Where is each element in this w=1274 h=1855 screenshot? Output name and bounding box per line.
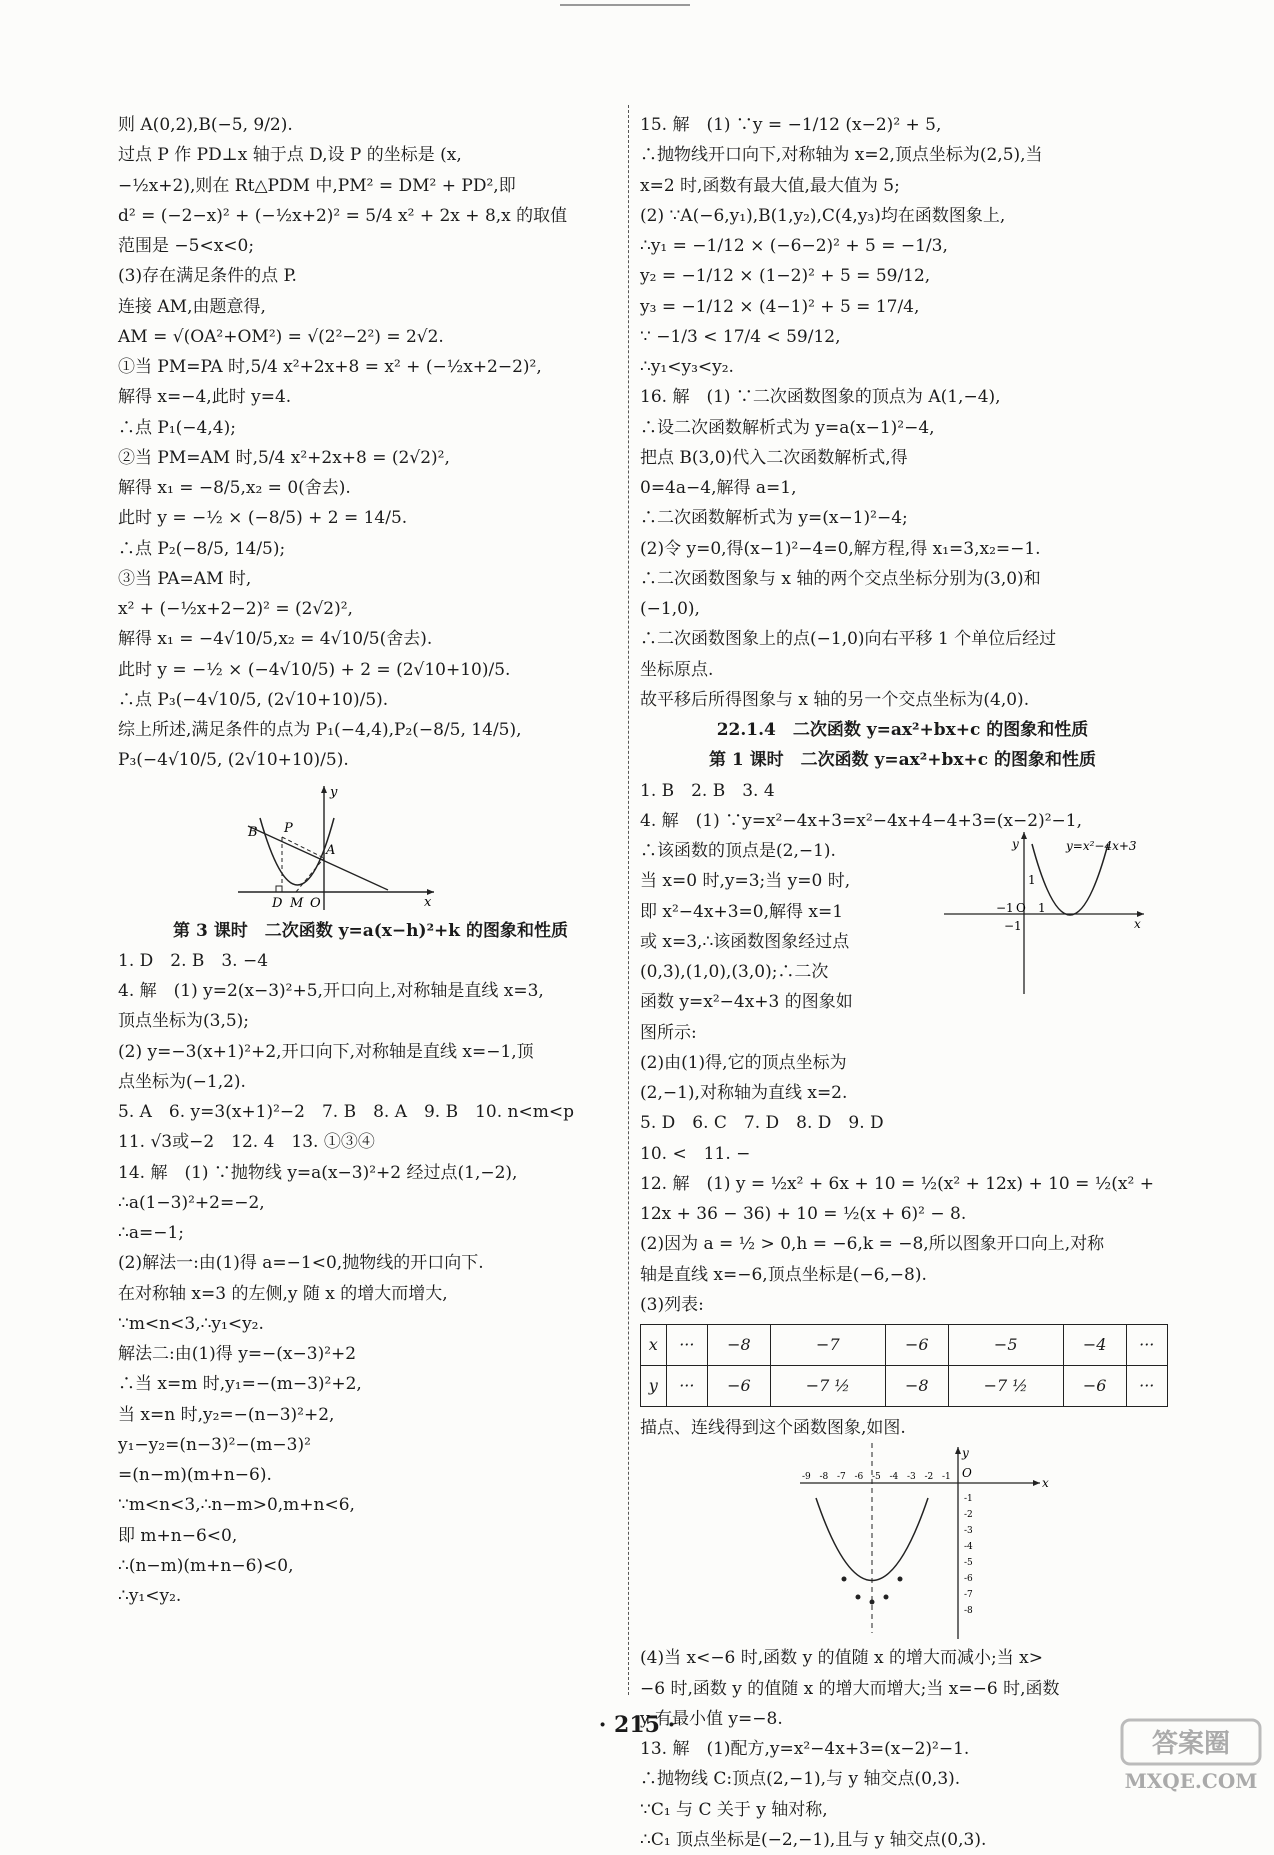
text-line: (2)因为 a = ½ > 0,h = −6,k = −8,所以图象开口向上,对称 [640,1234,1105,1255]
svg-text:−1: −1 [996,900,1014,915]
text-line: ②当 PM=AM 时,5/4 x²+2x+8 = (2√2)², [118,447,450,468]
text-line: 解得 x=−4,此时 y=4. [118,387,292,408]
text-line: −½x+2),则在 Rt△PDM 中,PM² = DM² + PD²,即 [118,175,516,196]
text-line: 此时 y = −½ × (−4√10/5) + 2 = (2√10+10)/5. [118,659,511,680]
table-cell: ··· [666,1325,707,1366]
table-cell: ··· [1126,1366,1168,1407]
table-cell: −7 ½ [948,1366,1063,1407]
svg-text:x: x [424,894,432,910]
svg-text:x: x [1134,916,1141,931]
text-line: 顶点坐标为(3,5); [118,1011,250,1032]
text-line: y 有最小值 y=−8. [640,1708,783,1729]
text-line: 4. 解 (1) ∵y=x²−4x+3=x²−4x+4−4+3=(x−2)²−1, [640,810,1082,831]
right-column [640,110,1165,1855]
text-line: (2)令 y=0,得(x−1)²−4=0,解方程,得 x₁=3,x₂=−1. [640,538,1041,559]
table-cell: −7 [770,1325,885,1366]
x-tick-label: -3 [907,1472,916,1483]
table-cell: ··· [1126,1325,1168,1366]
text-line: (4)当 x<−6 时,函数 y 的值随 x 的增大而减小;当 x> [640,1648,1043,1669]
table-cell: −4 [1063,1325,1126,1366]
text-line: (−1,0), [640,599,700,619]
value-table [640,1324,1168,1407]
left-solution-lines [118,110,623,776]
text-line: ∴二次函数解析式为 y=(x−1)²−4; [640,508,908,529]
top-rule [560,4,690,6]
text-line: (2) ∵A(−6,y₁),B(1,y₂),C(4,y₃)均在函数图象上, [640,205,1006,226]
text-line: x=2 时,函数有最大值,最大值为 5; [640,175,900,196]
svg-text:B: B [248,824,258,840]
table-cell: ··· [666,1366,707,1407]
lesson-title: 第 1 课时 二次函数 y=ax²+bx+c 的图象和性质 [708,750,1097,771]
right-block-with-graph [640,776,1165,1321]
text-line: y₁−y₂=(n−3)²−(m−3)² [118,1434,311,1455]
text-line: x² + (−½x+2−2)² = (2√2)², [118,599,353,619]
table-cell: −7 ½ [770,1366,885,1407]
text-line: 12. 解 (1) y = ½x² + 6x + 10 = ½(x² + 12x) + 10 = ½(x² + [640,1173,1154,1194]
svg-text:O: O [1016,900,1026,915]
text-line: y₃ = −1/12 × (4−1)² + 5 = 17/4, [640,296,920,317]
text-line: 5. A 6. y=3(x+1)²−2 7. B 8. A 9. B 10. n<m<p [118,1102,574,1122]
text-line: 在对称轴 x=3 的左侧,y 随 x 的增大而增大, [118,1283,448,1304]
x-tick-label: -6 [854,1472,864,1483]
text-line: ∴y₁<y₃<y₂. [640,357,734,377]
text-line: ∴当 x=m 时,y₁=−(m−3)²+2, [118,1374,362,1395]
text-line: (3)列表: [640,1294,704,1315]
text-line: 5. D 6. C 7. D 8. D 9. D [640,1113,884,1134]
text-line: ∴C₁ 顶点坐标是(−2,−1),且与 y 轴交点(0,3). [640,1829,987,1850]
left-lesson-lines [118,916,623,1612]
y-tick-label: -3 [964,1526,973,1537]
right-solution-line-c1 [640,1413,1165,1443]
text-line: ∴点 P₃(−4√10/5, (2√10+10)/5). [118,689,389,710]
table-cell: −6 [708,1366,771,1407]
text-line: ∴点 P₂(−8/5, 14/5); [118,538,286,559]
svg-text:答案圈: 答案圈 [1151,1729,1231,1759]
table-cell: −8 [885,1366,948,1407]
text-line: 把点 B(3,0)代入二次函数解析式,得 [640,447,908,468]
text-line: ∵m<n<3,∴n−m>0,m+n<6, [118,1495,355,1516]
text-line: 即 x²−4x+3=0,解得 x=1 [640,901,844,922]
text-line: 解法二:由(1)得 y=−(x−3)²+2 [118,1344,357,1364]
svg-text:−1: −1 [1004,918,1022,933]
y-tick-label: -6 [964,1574,973,1585]
text-line: (2)解法一:由(1)得 a=−1<0,抛物线的开口向下. [118,1253,484,1274]
svg-text:y=x²−4x+3: y=x²−4x+3 [1066,838,1137,853]
text-line: (2) y=−3(x+1)²+2,开口向下,对称轴是直线 x=−1,顶 [118,1041,534,1062]
y-tick-label: -7 [964,1590,973,1601]
svg-text:D: D [272,895,283,911]
text-line: ∴抛物线 C:顶点(2,−1),与 y 轴交点(0,3). [640,1769,961,1790]
table-cell: −6 [1063,1366,1126,1407]
y-tick-label: -4 [964,1542,973,1553]
svg-text:y: y [330,784,338,800]
text-line: 则 A(0,2),B(−5, 9/2). [118,115,293,135]
table-cell: −6 [885,1325,948,1366]
text-line: 函数 y=x²−4x+3 的图象如 [640,992,853,1013]
text-line: 或 x=3,∴该函数图象经过点 [640,931,850,952]
text-line: ∴设二次函数解析式为 y=a(x−1)²−4, [640,417,935,438]
table-cell: −8 [708,1325,771,1366]
text-line: 15. 解 (1) ∵y = −1/12 (x−2)² + 5, [640,115,942,135]
text-line: 0=4a−4,解得 a=1, [640,478,797,498]
page-number: · 215 · [598,1712,676,1738]
table-row [641,1366,1168,1407]
y-tick-label: -1 [964,1494,973,1505]
table-row [641,1325,1168,1366]
svg-text:y: y [1012,836,1019,851]
text-line: y₂ = −1/12 × (1−2)² + 5 = 59/12, [640,266,931,287]
text-line: ∴该函数的顶点是(2,−1). [640,841,836,861]
svg-text:MXQE.COM: MXQE.COM [1124,1769,1258,1793]
section-title: 22.1.4 二次函数 y=ax²+bx+c 的图象和性质 [716,720,1089,740]
text-line: 13. 解 (1)配方,y=x²−4x+3=(x−2)²−1. [640,1739,970,1759]
text-line: 11. √3或−2 12. 4 13. ①③④ [118,1132,375,1153]
text-line: 解得 x₁ = −8/5,x₂ = 0(舍去). [118,478,351,498]
x-tick-label: -7 [837,1472,846,1483]
table-cell: y [641,1366,667,1407]
text-line: ∴点 P₁(−4,4); [118,417,236,438]
text-line: ③当 PA=AM 时, [118,568,252,589]
text-line: ∴(n−m)(m+n−6)<0, [118,1555,294,1576]
text-line: ∴a(1−3)²+2=−2, [118,1192,265,1213]
x-tick-label: -9 [802,1472,811,1483]
svg-text:O: O [962,1466,972,1481]
svg-text:M: M [290,895,304,911]
text-line: 14. 解 (1) ∵抛物线 y=a(x−3)²+2 经过点(1,−2), [118,1162,518,1183]
text-line: 点坐标为(−1,2). [118,1071,246,1092]
text-line: 坐标原点. [640,659,714,680]
svg-text:x: x [1042,1476,1049,1491]
x-tick-label: -4 [889,1472,899,1483]
text-line: =(n−m)(m+n−6). [118,1465,272,1485]
text-line: ∴y₁<y₂. [118,1586,182,1606]
text-line: ∵m<n<3,∴y₁<y₂. [118,1313,264,1334]
text-line: AM = √(OA²+OM²) = √(2²−2²) = 2√2. [118,326,444,347]
x-tick-label: -2 [924,1472,934,1483]
text-line: 图所示: [640,1022,697,1043]
text-line: 第 3 课时 二次函数 y=a(x−h)²+k 的图象和性质 [173,920,568,941]
parabola-figure-left [238,782,438,912]
text-line: 4. 解 (1) y=2(x−3)²+5,开口向上,对称轴是直线 x=3, [118,981,544,1001]
svg-text:1: 1 [1038,900,1046,915]
text-line: 解得 x₁ = −4√10/5,x₂ = 4√10/5(舍去). [118,629,433,650]
text-line: 1. B 2. B 3. 4 [640,780,775,801]
text-line: (2)由(1)得,它的顶点坐标为 [640,1052,847,1073]
svg-text:O: O [310,895,321,911]
small-parabola-graph [940,826,1150,996]
text-line: 故平移后所得图象与 x 轴的另一个交点坐标为(4,0). [640,689,1030,710]
text-line: (3)存在满足条件的点 P. [118,266,297,287]
svg-text:P: P [284,820,293,836]
right-solution-lines-a [640,110,1165,715]
text-line: 此时 y = −½ × (−8/5) + 2 = 14/5. [118,508,408,529]
text-line: 当 x=0 时,y=3;当 y=0 时, [640,871,851,892]
x-tick-label: -5 [872,1472,881,1483]
y-tick-label: -8 [964,1606,973,1617]
text-line: ∴二次函数图象上的点(−1,0)向右平移 1 个单位后经过 [640,629,1057,650]
text-line: ∵ −1/3 < 17/4 < 59/12, [640,326,841,347]
svg-text:y: y [962,1446,969,1461]
text-line: 连接 AM,由题意得, [118,296,266,317]
big-parabola-graph [790,1443,1070,1643]
text-line: 综上所述,满足条件的点为 P₁(−4,4),P₂(−8/5, 14/5), [118,720,522,740]
x-tick-label: -1 [942,1472,951,1483]
column-divider [628,105,629,1695]
text-line: 1. D 2. B 3. −4 [118,950,269,971]
text-line: 当 x=n 时,y₂=−(n−3)²+2, [118,1404,335,1425]
x-tick-label: -8 [819,1472,829,1483]
right-solution-lines-c [640,1643,1165,1855]
text-line: −6 时,函数 y 的值随 x 的增大而增大;当 x=−6 时,函数 [640,1678,1060,1699]
text-line: 10. < 11. − [640,1143,751,1164]
text-line: ∴y₁ = −1/12 × (−6−2)² + 5 = −1/3, [640,236,948,256]
table-cell: x [641,1325,667,1366]
y-tick-label: -2 [964,1510,973,1521]
text-line: (0,3),(1,0),(3,0);∴二次 [640,962,829,982]
text-line: 12x + 36 − 36) + 10 = ½(x + 6)² − 8. [640,1204,967,1224]
watermark-logo [1116,1716,1266,1796]
svg-text:1: 1 [1028,872,1036,887]
text-line: d² = (−2−x)² + (−½x+2)² = 5/4 x² + 2x + 8,x 的取值 [118,205,568,226]
text-line: 16. 解 (1) ∵二次函数图象的顶点为 A(1,−4), [640,387,1001,408]
text-line: 即 m+n−6<0, [118,1525,238,1546]
text-line: 范围是 −5<x<0; [118,236,255,256]
text-line: 过点 P 作 PD⊥x 轴于点 D,设 P 的坐标是 (x, [118,145,462,166]
text-line: ∴二次函数图象与 x 轴的两个交点坐标分别为(3,0)和 [640,568,1041,589]
text-line: ∴a=−1; [118,1223,184,1243]
text-line: ①当 PM=PA 时,5/4 x²+2x+8 = x² + (−½x+2−2)², [118,357,542,377]
text-line: ∵C₁ 与 C 关于 y 轴对称, [640,1799,828,1820]
text-line: 描点、连线得到这个函数图象,如图. [640,1418,906,1438]
text-line: 轴是直线 x=−6,顶点坐标是(−6,−8). [640,1264,927,1285]
y-tick-label: -5 [964,1558,973,1569]
text-line: (2,−1),对称轴为直线 x=2. [640,1083,848,1103]
text-line: ∴抛物线开口向下,对称轴为 x=2,顶点坐标为(2,5),当 [640,145,1043,166]
text-line: P₃(−4√10/5, (2√10+10)/5). [118,750,349,771]
left-column [118,110,623,1611]
svg-text:A: A [326,842,336,858]
table-cell: −5 [948,1325,1063,1366]
